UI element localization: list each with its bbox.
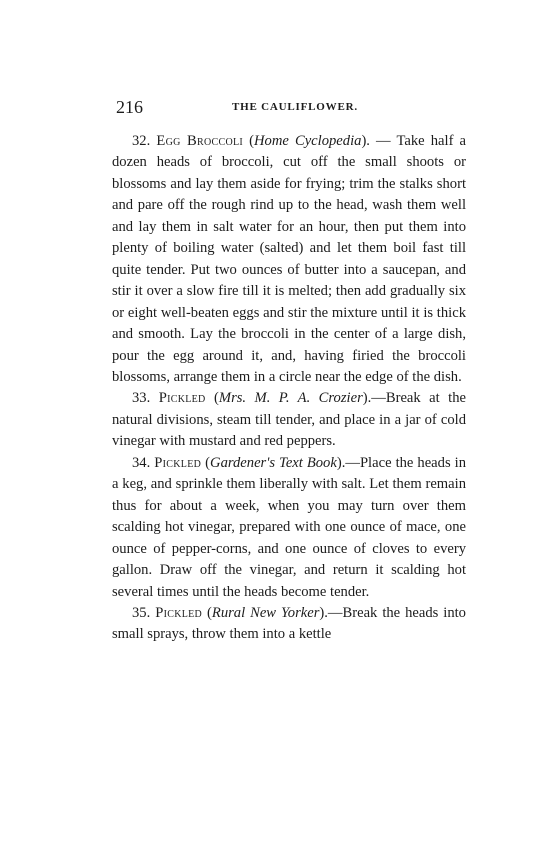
entry-text: the heads into small sprays, throw them into a kettle bbox=[112, 604, 466, 643]
entry-text: at the natural divisions, steam till tender, and place in a jar of cold vinegar with mustard and red peppers. bbox=[112, 390, 466, 450]
entry-title: Pickled bbox=[155, 604, 203, 621]
page-number: 216 bbox=[116, 97, 143, 117]
recipe-entry-33: 33. Pickled (Mrs. M. P. A. Crozier).—Break at the natural divisions, steam till tender, and place in a jar of cold vinegar with mustard and red peppers. bbox=[112, 390, 466, 450]
page-header bbox=[116, 97, 465, 119]
recipe-entry-35: 35. Pickled (Rural New Yorker).—Break the heads into small sprays, throw them into a kettle bbox=[112, 604, 466, 643]
recipe-entry-34: 34. Pickled (Gardener's Text Book).—Place the heads in a keg, and sprinkle them liberally with salt. Let them remain thus for about a week, when you may turn over them scalding hot vinegar, prepared with one ounce of mace, one ounce of pepper-corns, and one ounce of cloves to every gallon. Draw off the vinegar, and return it scalding hot several times until the heads become tender. bbox=[112, 454, 466, 600]
entry-source: Home Cyclopedia bbox=[254, 133, 362, 149]
recipe-entry-32: 32. Egg Broccoli (Home Cyclopedia). — Take half a dozen heads of broccoli, cut off the small shoots or blossoms and lay them aside for frying; trim the stalks short and pare off the rough rind up to the head, wash them well and lay them in salt water for an hour, then put them into plenty of boiling water (salted) and let them boil fast till quite tender. Put two ounces of butter into a saucepan, and stir it over a slow fire till it is melted; then add gradually six or eight well-beaten eggs and stir the mixture until it is thick and smooth. Lay the broccoli in the center of a large dish, pour the egg around it, and, having firied the broccoli blossoms, arrange them in a circle near the edge of the dish. bbox=[112, 133, 467, 385]
entry-text: the heads in a keg, and sprinkle them liberally with salt. Let them remain thus for about a week, when you may turn over them scalding hot vinegar, prepared with one ounce of mace, one ounce of pepper-corns, and one ounce of cloves to every gallon. Draw off the vinegar, and return it scalding hot several times until the heads become tender. bbox=[112, 454, 466, 600]
entry-lead: Break bbox=[385, 390, 421, 407]
entry-text: half a dozen heads of broccoli, cut off the small shoots or blossoms and lay them aside for frying; trim the stalks short and pare off the rough rind up to the head, wash them well and lay them in salt water for an hour, then put them into plenty of boiling water (salted) and let them boil fast till quite tender. Put two ounces of butter into a saucepan, and stir it over a slow fire till it is melted; then add gradually six or eight well-beaten eggs and stir the mixture until it is thick and smooth. Lay the broccoli in the center of a large dish, pour the egg around it, and, having firied the broccoli blossoms, arrange them in a circle near the edge of the dish. bbox=[112, 133, 467, 385]
entry-source: Rural New Yorker bbox=[211, 604, 320, 621]
entry-title: Pickled bbox=[154, 454, 202, 471]
entry-title: Egg Broccoli bbox=[156, 133, 244, 149]
entry-number: 32. bbox=[132, 133, 151, 149]
entry-number: 33. bbox=[132, 390, 151, 407]
running-title: THE CAULIFLOWER. bbox=[232, 101, 358, 113]
entry-lead: Take bbox=[396, 133, 425, 149]
entry-source: Gardener's Text Book bbox=[210, 454, 337, 471]
recipe-text bbox=[112, 131, 466, 646]
entry-number: 35. bbox=[132, 604, 151, 621]
entry-lead: Place bbox=[359, 454, 392, 471]
entry-source: Mrs. M. P. A. Crozier bbox=[218, 390, 363, 407]
entry-number: 34. bbox=[132, 454, 151, 471]
entry-lead: Break bbox=[342, 604, 378, 621]
entry-title: Pickled bbox=[158, 390, 206, 407]
